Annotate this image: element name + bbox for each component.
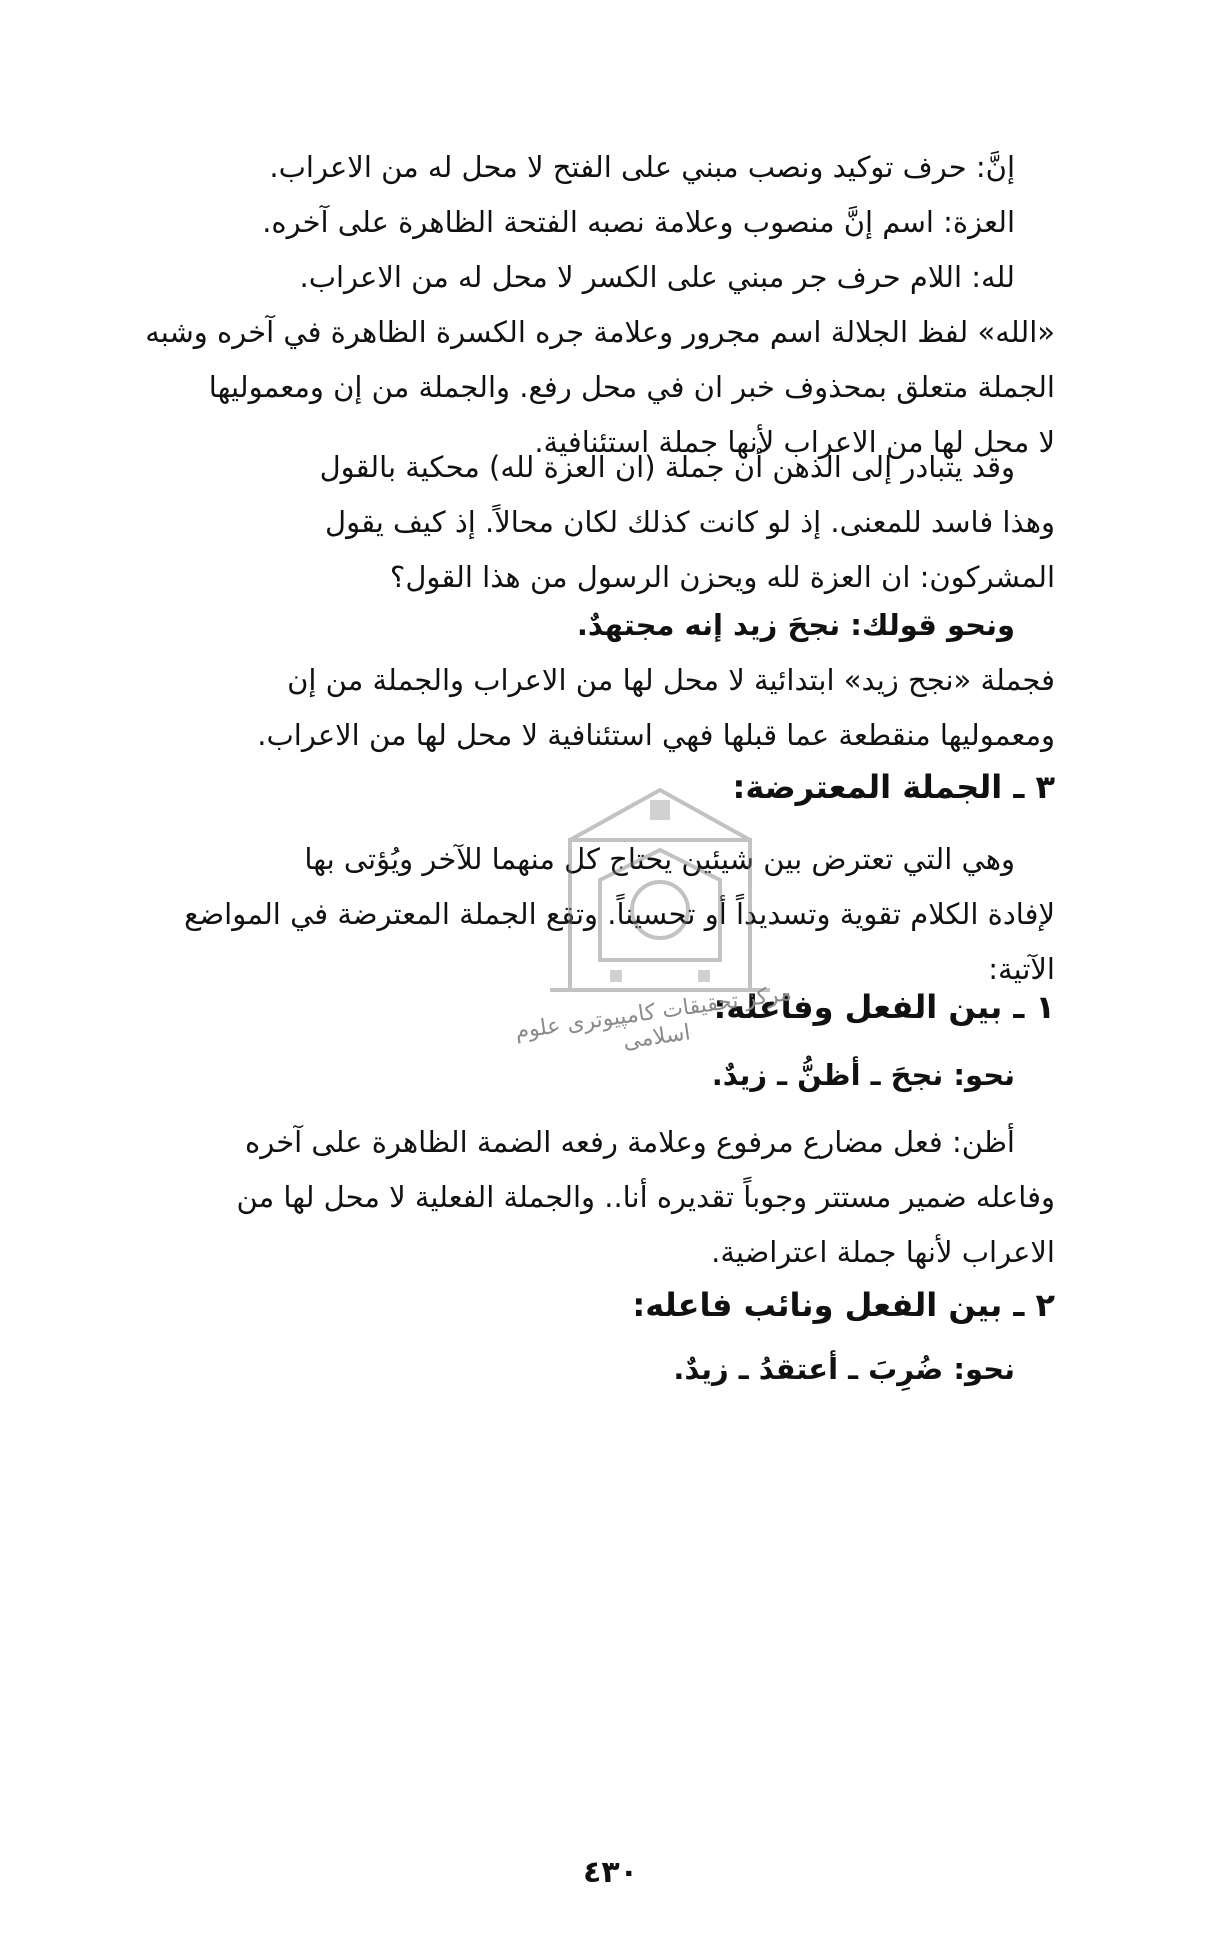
text-line: لإفادة الكلام تقوية وتسديداً أو تحسيناً. وتقع الجملة المعترضة في المواضع — [184, 897, 1055, 931]
example-block-3 — [110, 598, 1055, 763]
section-heading: ٣ ـ الجملة المعترضة: — [732, 768, 1055, 806]
subheading: ١ ـ بين الفعل وفاعله: — [713, 988, 1055, 1026]
page-number: ٤٣٠ — [583, 1855, 638, 1890]
subheading-block-2 — [110, 1278, 1055, 1333]
text-line: أظن: فعل مضارع مرفوع وعلامة رفعه الضمة الظاهرة على آخره — [245, 1125, 1015, 1159]
example-block-2 — [110, 1342, 1055, 1397]
text-line: وهي التي تعترض بين شيئين يحتاج كل منهما للآخر ويُؤتى بها — [304, 842, 1015, 876]
subheading: ٢ ـ بين الفعل ونائب فاعله: — [632, 1286, 1055, 1324]
text-line: الآتية: — [988, 952, 1055, 986]
text-line: العزة: اسم إنَّ منصوب وعلامة نصبه الفتحة الظاهرة على آخره. — [262, 205, 1015, 239]
text-line: وقد يتبادر إلى الذهن أن جملة (ان العزة لله) محكية بالقول — [319, 450, 1015, 484]
text-line: ومعموليها منقطعة عما قبلها فهي استئنافية لا محل لها من الاعراب. — [257, 718, 1055, 752]
example-line: نحو: ضُرِبَ ـ أعتقدُ ـ زيدٌ. — [673, 1352, 1015, 1386]
text-line: وهذا فاسد للمعنى. إذ لو كانت كذلك لكان محالاً. إذ كيف يقول — [325, 505, 1055, 539]
text-line: لا محل لها من الاعراب لأنها جملة استئنافية. — [534, 425, 1055, 459]
text-line: «الله» لفظ الجلالة اسم مجرور وعلامة جره الكسرة الظاهرة في آخره وشبه — [145, 315, 1055, 349]
example-line: ونحو قولك: نجحَ زيد إنه مجتهدٌ. — [576, 608, 1015, 642]
watermark-text: مركز تحقیقات کامپیوتری علوم اسلامی — [513, 980, 793, 1055]
analysis-block-1 — [110, 140, 1055, 470]
text-line: إنَّ: حرف توكيد ونصب مبني على الفتح لا محل له من الاعراب. — [269, 150, 1015, 184]
text-line: وفاعله ضمير مستتر وجوباً تقديره أنا.. والجملة الفعلية لا محل لها من — [236, 1180, 1055, 1214]
analysis-block-5 — [110, 1115, 1055, 1280]
text-line: المشركون: ان العزة لله ويحزن الرسول من هذا القول؟ — [389, 560, 1055, 594]
text-line: لله: اللام حرف جر مبني على الكسر لا محل له من الاعراب. — [299, 260, 1015, 294]
text-line: الاعراب لأنها جملة اعتراضية. — [711, 1235, 1055, 1269]
paragraph-block-2 — [110, 440, 1055, 605]
example-line: نحو: نجحَ ـ أظنُّ ـ زيدٌ. — [711, 1058, 1015, 1092]
text-line: فجملة «نجح زيد» ابتدائية لا محل لها من الاعراب والجملة من إن — [287, 663, 1055, 697]
text-line: الجملة متعلق بمحذوف خبر ان في محل رفع. والجملة من إن ومعموليها — [208, 370, 1055, 404]
